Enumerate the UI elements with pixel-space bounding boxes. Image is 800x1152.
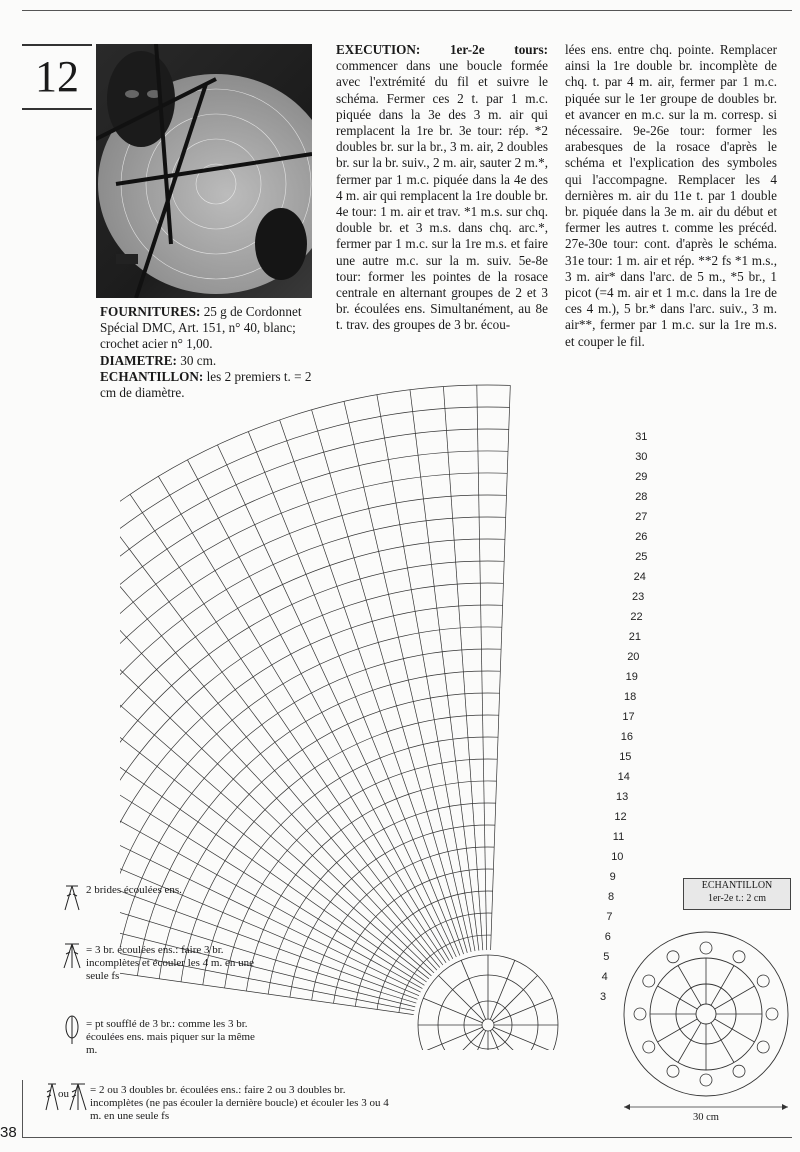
legend-item-2: = 3 br. écoulées ens.: faire 3 br. incomplètes et écouler les 4 m. en une seule fs — [86, 944, 254, 982]
round-number-label: 9 — [609, 871, 616, 883]
round-number-label: 21 — [628, 631, 642, 643]
round-number-label: 28 — [635, 491, 648, 503]
legend-or: ou — [58, 1088, 69, 1100]
round-number-label: 18 — [624, 691, 637, 703]
doily-schematic — [622, 930, 790, 1098]
dimension-label: 30 cm — [693, 1112, 719, 1123]
round-number-label: 16 — [620, 731, 634, 743]
doily-photo — [96, 44, 312, 298]
three-trebles-icon — [60, 940, 84, 974]
round-number-label: 14 — [617, 771, 630, 783]
round-number-label: 30 — [635, 451, 648, 463]
round-number-label: 11 — [612, 831, 625, 843]
round-number-label: 25 — [635, 551, 648, 563]
puff-stitch-icon — [60, 1012, 84, 1046]
round-number-label: 10 — [611, 851, 624, 863]
round-number-label: 6 — [604, 931, 611, 943]
round-number-label: 26 — [635, 531, 648, 543]
round-number-label: 23 — [632, 591, 645, 603]
execution-text-col2 — [565, 42, 777, 350]
page-number: 38 — [0, 1124, 17, 1141]
legend-item-1: 2 brides écoulées ens. — [86, 884, 182, 896]
diametre-text: 30 cm. — [180, 352, 217, 368]
top-rule — [22, 10, 792, 11]
echantillon-box — [683, 878, 791, 910]
fournitures-text: 25 g de Cordonnet Spécial DMC, Art. 151, n° 40, blanc; crochet acier n° 1,00. — [100, 304, 302, 352]
round-number-label: 27 — [635, 511, 648, 523]
round-number-label: 22 — [630, 611, 643, 623]
diametre-label: DIAMETRE: — [100, 352, 177, 368]
pattern-number: 12 — [22, 44, 92, 110]
round-number-label: 13 — [616, 791, 629, 803]
execution-heading: EXECUTION: 1er-2e tours: — [336, 42, 548, 57]
fournitures-label: FOURNITURES: — [100, 304, 201, 319]
round-number-label: 29 — [635, 471, 648, 483]
round-number-label: 24 — [633, 571, 646, 583]
round-number-label: 20 — [627, 651, 640, 663]
round-number-label: 5 — [603, 951, 610, 963]
echantillon-label: ECHANTILLON: — [100, 368, 204, 384]
round-number-label: 8 — [608, 891, 615, 903]
execution-body-1: commencer dans une boucle formée avec l'extrémité du fil et suivre le schéma. Fermer ces 2 t. par 1 m.c. piquée dans la 3e des 3 m. air qui remplacent la 1re br. 3e tour: rép. *2 doubles br. sur la br., 3 m. air, 2 doubles br. sur la br. suiv., 2 m. air, sauter 2 m.*, fermer par 1 m.c. piquée dans la 4e des 4 m. air qui remplacent la 1re double br. 4e tour: 1 m. air et trav. *1 m.s. sur chq. double br. et 3 m.s. dans chq. arc.*, fermer par 1 m.c. sur la 1re m.s. et faire une autre m.c. sur la m. suiv. 5e-8e tour: former les pointes de la rosace centrale en alternant groupes de 2 et 3 br. écoulées ens. Simultanément, au 8e t. trav. des groupes de 3 br. écou- — [336, 58, 548, 333]
round-number-label: 7 — [606, 911, 613, 923]
legend-item-3: = pt soufflé de 3 br.: comme les 3 br. écoulées ens. mais piquer sur la même m. — [86, 1018, 255, 1056]
execution-body-2: lées ens. entre chq. pointe. Remplacer ainsi la 1re double br. incomplète de chq. t. par 4 m. air, fermer par 1 m.c. piquée sur le 1er groupe de doubles br. et avancer en m.c. sur la m. corresp. si nécessaire. 9e-26e tour: former les arabesques de la rosace d'après le schéma et l'explication des symboles qui l'accompagne. Remplacer les 4 dernières m. air du 11e t. par 1 double br. piquée dans la 3e m. air du début et fermer les autres t. comme les précéd. 27e-30e tour: cont. d'après le schéma. 31e tour: 1 m. air et rép. **2 fs *1 m.s., 3 m. air* dans l'arc. de 5 m., *5 br., 1 picot (=4 m. air et 1 m.c. dans la 1re de ces 4 m.), 5 br.* dans l'arc. suiv., 3 m. air**, fermer par 1 m.c. sur la 1re m.s. et couper le fil. — [565, 42, 777, 349]
round-number-label: 31 — [635, 431, 648, 443]
bottom-rule — [22, 1137, 792, 1138]
left-rule — [22, 1080, 23, 1138]
execution-text-col1 — [336, 42, 548, 334]
echantillon-box-title: ECHANTILLON — [701, 880, 773, 891]
round-number-label: 19 — [625, 671, 638, 683]
double-trebles-icon — [66, 1080, 90, 1114]
round-number-label: 3 — [600, 991, 607, 1003]
round-number-label: 12 — [614, 811, 627, 823]
two-trebles-icon — [60, 882, 84, 916]
echantillon-box-sub: 1er-2e t.: 2 cm — [707, 893, 767, 904]
legend-item-4: = 2 ou 3 doubles br. écoulées ens.: faire 2 ou 3 doubles br. incomplètes (ne pas écouler la dernière boucle) et écouler les 3 ou 4 m. en une seule fs — [90, 1084, 389, 1122]
round-number-label: 17 — [622, 711, 635, 723]
round-number-label: 15 — [619, 751, 632, 763]
round-number-label: 4 — [601, 971, 608, 983]
echantillon-text: les 2 premiers t. = 2 cm de diamètre. — [100, 368, 312, 401]
